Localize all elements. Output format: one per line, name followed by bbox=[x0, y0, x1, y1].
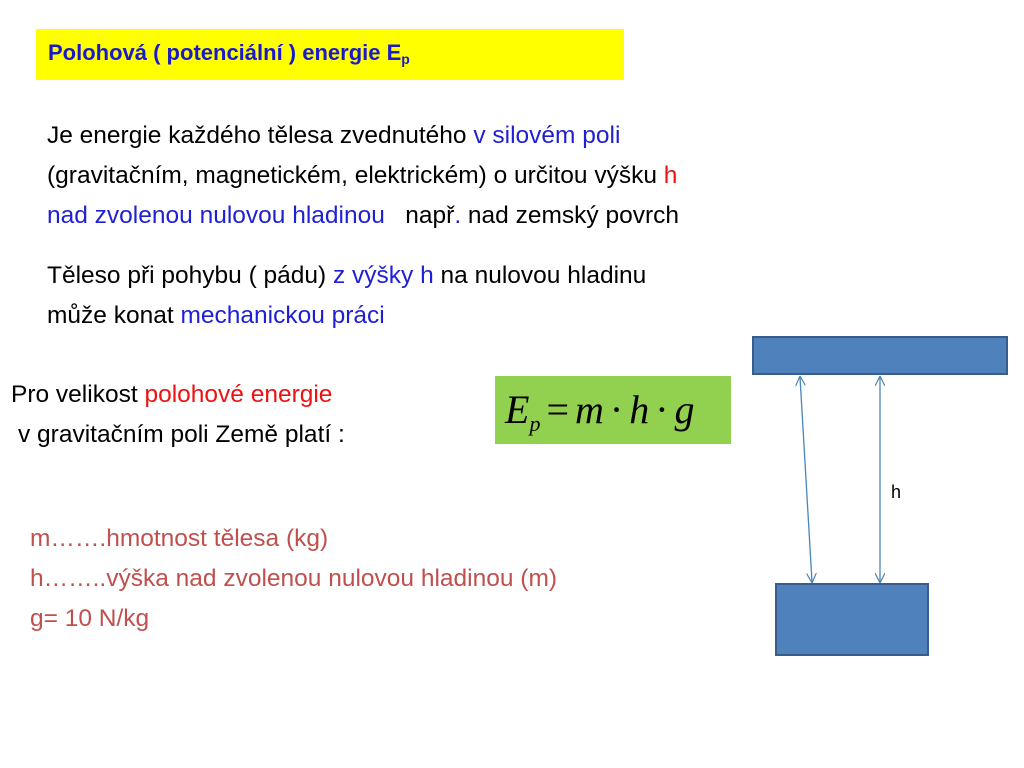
height-label: h bbox=[891, 482, 902, 502]
text-run: např bbox=[384, 202, 455, 229]
text-run: z výšky h bbox=[333, 262, 434, 289]
text-run: nad zemský povrch bbox=[461, 202, 679, 229]
formula-m: m bbox=[575, 387, 604, 432]
formula-subscript: p bbox=[529, 411, 541, 436]
text-run: h bbox=[663, 162, 678, 189]
text-run: na nulovou hladinu bbox=[433, 262, 647, 289]
text-run: nad zvolenou nulovou hladinou bbox=[47, 202, 385, 229]
text-run: polohové energie bbox=[144, 381, 333, 408]
formula-e: E bbox=[505, 387, 530, 432]
legend-m: m…….hmotnost tělesa (kg) bbox=[30, 525, 329, 552]
formula-dot: · bbox=[655, 387, 669, 432]
text-run: mechanickou práci bbox=[180, 302, 385, 329]
formula-dot: · bbox=[609, 387, 624, 432]
text-run: (gravitačním, magnetickém, elektrickém) o určitou výšku bbox=[47, 162, 664, 189]
formula-g: g bbox=[674, 387, 695, 432]
legend-g: g= 10 N/kg bbox=[30, 605, 150, 632]
text-run: Těleso při pohybu ( pádu) bbox=[47, 262, 333, 289]
text-run: Pro velikost bbox=[11, 381, 145, 408]
title-subscript: p bbox=[401, 51, 410, 67]
formula-equals: = bbox=[546, 387, 569, 432]
title-text: Polohová ( potenciální ) energie E bbox=[48, 40, 402, 65]
text-run: Je energie každého tělesa zvednutého bbox=[47, 122, 474, 149]
velikost-line-2: v gravitačním poli Země platí : bbox=[18, 421, 345, 448]
legend-h: h……..výška nad zvolenou nulovou hladinou (m) bbox=[30, 565, 558, 592]
text-run: může konat bbox=[47, 302, 181, 329]
text-run: . bbox=[454, 202, 462, 229]
height-arrow-left bbox=[800, 377, 812, 582]
formula-h: h bbox=[629, 387, 650, 432]
text-run: v silovém poli bbox=[473, 122, 621, 149]
